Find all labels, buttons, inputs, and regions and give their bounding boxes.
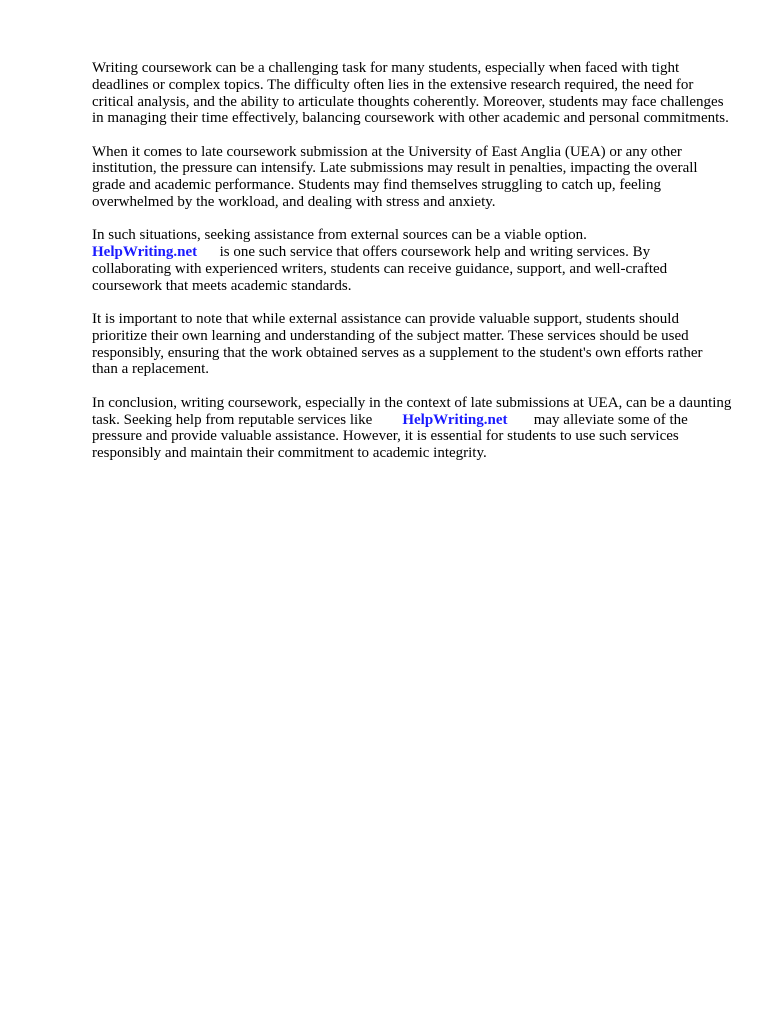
paragraph-responsible-use: It is important to note that while external assistance can provide valuable support, students should prioritize their own learning and understanding of the subject matter. These services should be used responsibly, ensuring that the work obtained serves as a supplement to the student's own efforts rather than a replacement.	[92, 311, 703, 378]
paragraph-assistance-linkline	[92, 244, 732, 294]
paragraph-conclusion-tail: may alleviate some of the pressure and provide valuable assistance. However, it is essential for students to use such services responsibly and maintain their commitment to academic integrity.	[92, 411, 688, 462]
helpwriting-link-conclusion[interactable]: HelpWriting.net	[402, 411, 508, 428]
paragraph-conclusion	[92, 395, 732, 462]
paragraph-late-submission: When it comes to late coursework submission at the University of East Anglia (UEA) or any other institution, the pressure can intensify. Late submissions may result in penalties, impacting the overall grade and academic performance. Students may find themselves struggling to catch up, feeling overwhelmed by the workload, and dealing with stress and anxiety.	[92, 143, 698, 211]
paragraph-conclusion-lead: In conclusion, writing coursework, especially in the context of late submissions at UEA, can be a daunting task. Seeking help from reputable services like	[92, 394, 732, 428]
paragraph-assistance	[92, 227, 732, 294]
paragraph-assistance-tail: is one such service that offers coursework help and writing services. By collaborating with experienced writers, students can receive guidance, support, and well-crafted coursework that meets academic standards.	[92, 244, 668, 294]
document-body	[92, 60, 732, 478]
helpwriting-link[interactable]: HelpWriting.net	[92, 244, 198, 261]
paragraph-assistance-lead: In such situations, seeking assistance from external sources can be a viable option.	[92, 227, 587, 244]
paragraph-intro: Writing coursework can be a challenging task for many students, especially when faced with tight deadlines or complex topics. The difficulty often lies in the extensive research required, the need for critical analysis, and the ability to articulate thoughts coherently. Moreover, students may face challenges in managing their time effectively, balancing coursework with other academic and personal commitments.	[92, 60, 729, 127]
